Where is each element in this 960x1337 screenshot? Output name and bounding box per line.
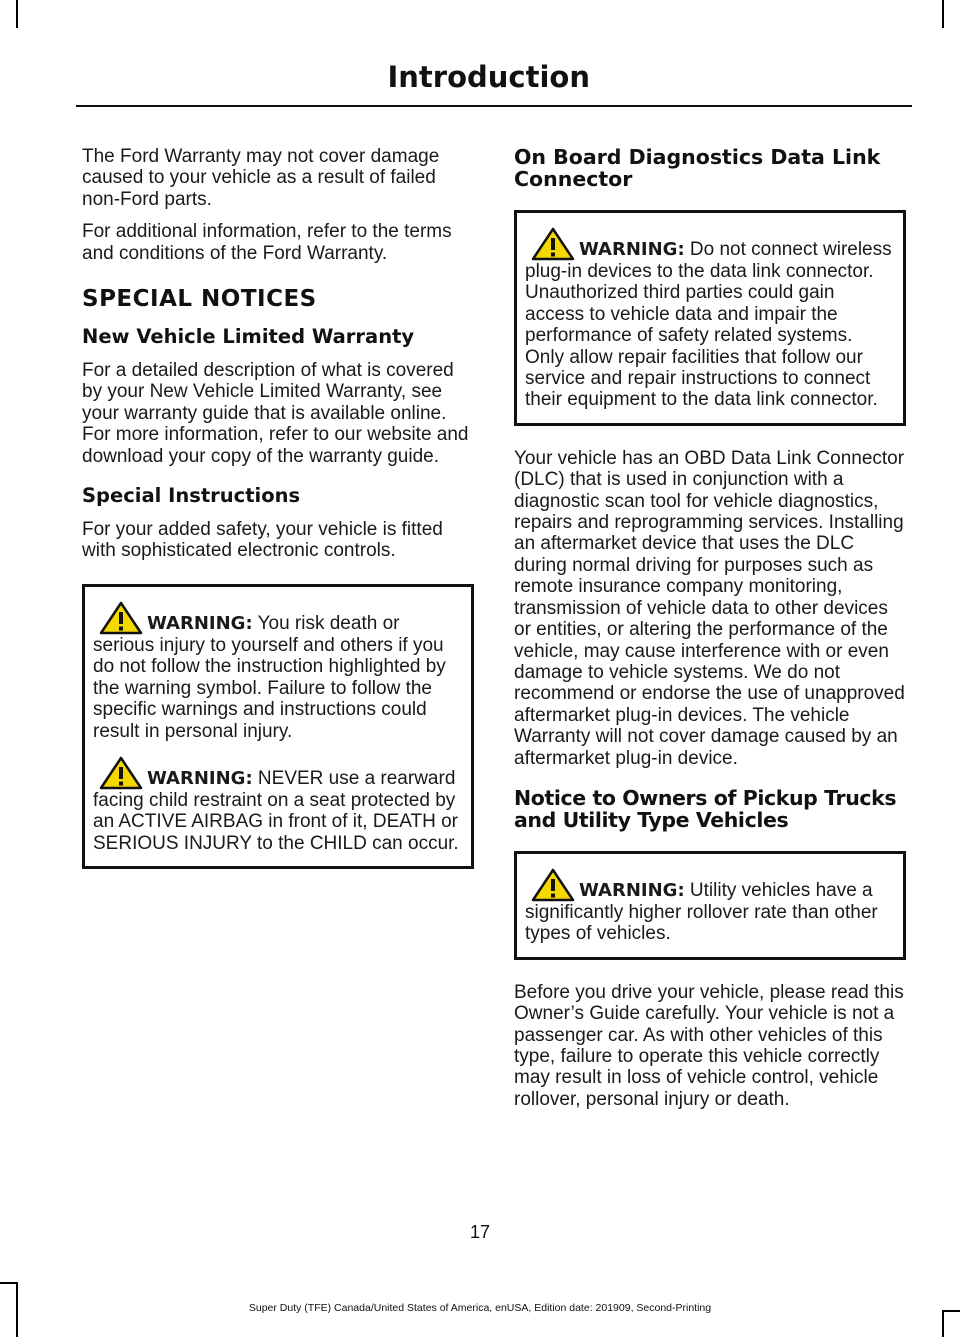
- paragraph: For additional information, refer to the terms and conditions of the Ford Warranty.: [82, 221, 452, 264]
- warning-text: Utility vehicles have a significantly higher rollover rate than other types of vehicles.: [525, 879, 878, 945]
- warning-triangle-icon: [99, 756, 143, 790]
- page-title: Introduction: [387, 60, 590, 94]
- left-column: [82, 146, 474, 891]
- subsection-heading: Notice to Owners of Pickup Trucks and Utility Type Vehicles: [514, 785, 897, 832]
- warning-triangle-icon: [531, 227, 575, 261]
- warning-box: [82, 584, 474, 869]
- warning-item: [525, 227, 895, 411]
- warning-item: [525, 868, 895, 945]
- paragraph: Your vehicle has an OBD Data Link Connector (DLC) that is used in conjunction with a diagnostic scan tool for vehicle diagnostics, repairs and reprogramming services. Installing an aftermarket device that uses the DLC during normal driving for purposes such as remote insurance company monitoring, transmission of vehicle data to other devices or entities, or altering the performance of the vehicle, may cause interference with or even damage to vehicle systems. We do not recommend or endorse the use of unapproved aftermarket plug-in devices. The vehicle Warranty will not cover damage caused by an aftermarket plug-in device.: [514, 447, 905, 769]
- warning-label: WARNING:: [147, 612, 253, 634]
- right-column: [514, 146, 906, 1121]
- paragraph: For a detailed description of what is covered by your New Vehicle Limited Warranty, see your warranty guide that is available online. For more information, refer to our website and download your copy of the warranty guide.: [82, 360, 469, 467]
- subsection-heading: Special Instructions: [82, 484, 301, 508]
- warning-label: WARNING:: [147, 767, 253, 789]
- warning-box: [514, 851, 906, 960]
- section-heading: SPECIAL NOTICES: [82, 286, 317, 313]
- subsection-heading: On Board Diagnostics Data Link Connector: [514, 145, 881, 191]
- header-rule: [76, 105, 912, 107]
- warning-item: [93, 601, 463, 742]
- warning-label: WARNING:: [579, 879, 685, 901]
- warning-label: WARNING:: [579, 239, 685, 260]
- page-number: 17: [469, 1222, 491, 1242]
- crop-mark: [942, 0, 944, 28]
- warning-item: [93, 756, 463, 854]
- crop-mark: [0, 1282, 16, 1284]
- paragraph: The Ford Warranty may not cover damage caused to your vehicle as a result of failed non-Ford parts.: [82, 146, 440, 210]
- warning-text: You risk death or serious injury to yourself and others if you do not follow the instruction highlighted by the warning symbol. Failure to follow the specific warnings and instructions could result in personal injury.: [93, 612, 446, 742]
- paragraph: For your added safety, your vehicle is fitted with sophisticated electronic controls.: [82, 519, 443, 562]
- crop-mark: [942, 1310, 944, 1337]
- warning-text: NEVER use a rearward facing child restraint on a seat protected by an ACTIVE AIRBAG in front of it, DEATH or SERIOUS INJURY to the CHILD can occur.: [93, 767, 459, 854]
- crop-mark: [16, 0, 18, 28]
- warning-box: [514, 210, 906, 426]
- footer-text: Super Duty (TFE) Canada/United States of America, enUSA, Edition date: 201909, Second-Printing: [248, 1302, 712, 1314]
- warning-text: Do not connect wireless plug-in devices to the data link connector. Unauthorized third parties could gain access to vehicle data and impair the performance of safety related systems. Only allow repair facilities that follow our service and repair instructions to connect their equipment to the data link connector.: [525, 239, 892, 411]
- paragraph: Before you drive your vehicle, please read this Owner’s Guide carefully. Your vehicle is not a passenger car. As with other vehicles of this type, failure to operate this vehicle correctly may result in loss of vehicle control, vehicle rollover, personal injury or death.: [514, 981, 904, 1110]
- warning-triangle-icon: [99, 601, 143, 635]
- warning-triangle-icon: [531, 868, 575, 902]
- subsection-heading: New Vehicle Limited Warranty: [82, 325, 415, 349]
